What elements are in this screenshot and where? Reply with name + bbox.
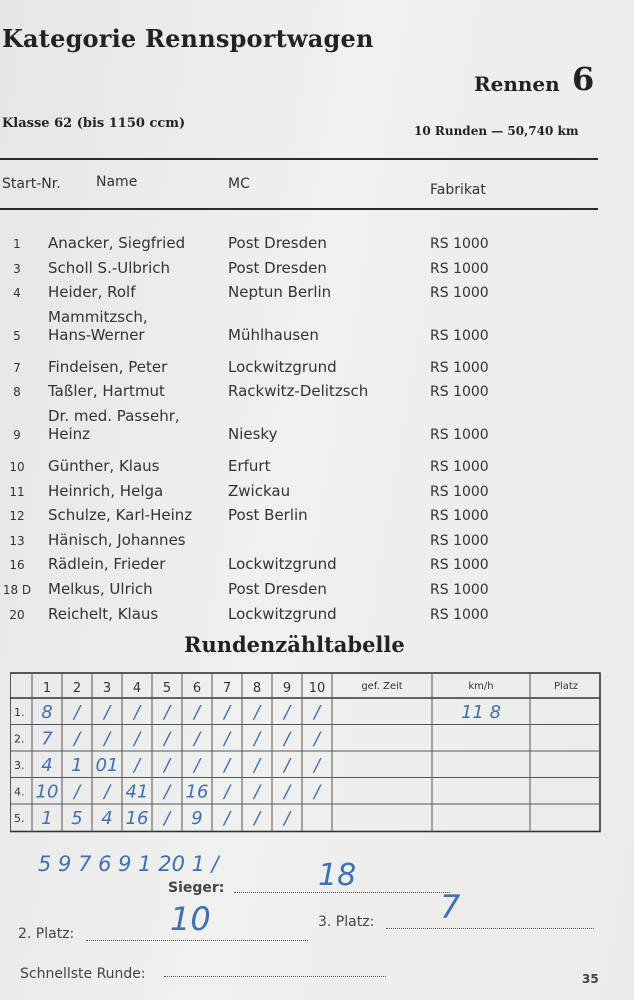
platz2-value: 10 [170,900,211,938]
handwritten-mark: / [163,781,171,803]
entry-row [0,407,600,447]
entry-row [0,482,600,504]
entry-club: Lockwitzgrund [228,604,337,623]
handwritten-mark: / [313,702,321,723]
handwritten-mark: / [253,755,261,776]
entry-name: Mammitzsch, [48,307,148,326]
entry-start-number: 16 [9,558,25,573]
entry-start-number: 1 [13,237,21,251]
handwritten-mark: / [313,755,321,776]
entry-start-number: 10 [9,460,25,474]
entry-start-number: 12 [9,509,25,524]
handwritten-mark: 41 [125,781,149,803]
entry-make: RS 1000 [430,285,489,302]
extra-header: gef. Zeit [361,681,403,692]
handwritten-mark: / [223,808,231,829]
handwritten-mark: / [103,702,111,723]
row-label: 1. [14,706,25,719]
handwritten-mark: 8 [41,702,53,723]
lap-header: 2 [72,681,82,696]
handwritten-mark: / [193,728,201,750]
row-label: 5. [14,812,25,825]
handwritten-mark: 9 [191,808,203,829]
handwritten-mark: / [193,702,201,723]
entry-name: Hans-Werner [48,325,145,344]
entry-name: Rädlein, Frieder [48,555,166,574]
grid-border [10,673,600,832]
lap-header: 1 [42,681,52,696]
handwritten-mark: 4 [41,755,53,776]
entry-club: Post Dresden [228,580,327,598]
lap-header: 3 [102,681,112,696]
lap-header: 4 [132,681,142,696]
handwritten-mark: / [313,781,321,803]
entry-make: RS 1000 [430,236,489,252]
entry-name: Heinrich, Helga [48,481,164,500]
entry-club: Rackwitz-Delitzsch [228,382,369,401]
entry-name: Scholl S.-Ulbrich [48,258,171,277]
entry-start-number: 20 [9,607,25,622]
handwritten-mark: / [103,728,111,750]
lap-header: 10 [308,681,326,696]
handwritten-mark: 4 [101,808,113,829]
lap-table-title: Rundenzähltabelle [184,632,405,657]
entry-make: RS 1000 [430,384,489,401]
entry-make: RS 1000 [430,327,489,344]
extra-header: km/h [468,681,494,692]
race-number: 6 [572,60,595,98]
handwritten-mark: / [73,728,81,750]
entry-name: Melkus, Ulrich [48,580,153,598]
handwritten-mark: / [283,702,291,723]
entry-start-number: 5 [13,328,21,343]
handwritten-mark: / [223,728,231,750]
handwritten-mark: 01 [95,755,119,776]
platz2-label: 2. Platz: [18,926,75,942]
entry-club: Erfurt [228,457,271,475]
entry-club: Post Berlin [228,506,308,525]
entry-club: Post Dresden [228,234,327,252]
lap-count-table [10,672,602,846]
entry-start-number: 11 [9,484,25,499]
entry-start-number: 9 [13,428,21,442]
handwritten-mark: / [73,781,81,803]
entry-club: Zwickau [228,481,291,500]
entry-start-number: 13 [9,533,25,548]
handwritten-mark: / [133,755,141,776]
handwritten-mark: / [283,781,291,803]
schnellste-line [164,976,386,977]
handwritten-mark: / [163,702,171,723]
entry-name: Heinz [48,425,91,443]
entry-start-number: 4 [13,286,21,301]
lap-header: 5 [162,681,172,696]
handwritten-mark: 16 [185,781,209,803]
entry-make: RS 1000 [430,359,489,376]
handwritten-mark: 16 [125,808,149,829]
platz3-line [386,928,594,929]
entry-name: Hänisch, Johannes [48,530,186,549]
handwritten-kmh: 11 8 [460,702,502,723]
handwritten-mark: / [223,781,231,803]
entry-row [0,555,600,577]
handwritten-mark: / [313,728,321,750]
lap-grid [10,672,602,846]
entry-make: RS 1000 [430,582,489,598]
platz3-value: 7 [440,888,461,926]
handwritten-mark: / [253,728,261,750]
row-label: 3. [14,759,25,772]
lap-header: 9 [282,681,292,696]
schnellste-label: Schnellste Runde: [20,966,146,982]
lap-header: 7 [222,681,232,696]
entry-start-number: 3 [13,261,21,276]
class-label: Klasse 62 (bis 1150 ccm) [2,116,186,131]
row-label: 4. [14,785,25,799]
entry-row [0,580,600,602]
laps-distance: 10 Runden — 50,740 km [414,124,579,138]
entry-name: Reichelt, Klaus [48,604,159,623]
col-fabrikat: Fabrikat [430,182,486,198]
entry-start-number: 18 D [2,583,32,597]
lap-header: 6 [192,681,202,696]
extra-header: Platz [553,681,579,692]
entry-make: RS 1000 [430,483,489,500]
entry-row [0,259,600,281]
handwritten-mark: / [283,808,291,829]
entry-club: Niesky [228,425,278,443]
handwritten-mark: / [253,781,261,803]
header-rule-bottom [0,208,598,210]
race-label: Rennen [474,72,560,96]
col-start-nr: Start-Nr. [2,176,61,192]
handwritten-mark: 5 [71,808,83,829]
entry-row [0,234,600,256]
handwritten-notes: 5 9 7 6 9 1 20 1 / [38,852,219,876]
handwritten-mark: / [253,702,261,723]
entry-club: Mühlhausen [228,325,319,344]
entry-make: RS 1000 [430,508,489,525]
handwritten-mark: / [253,808,261,829]
handwritten-mark: 1 [41,808,53,829]
handwritten-mark: / [283,755,291,776]
entry-name: Schulze, Karl-Heinz [48,506,193,525]
entry-name: Findeisen, Peter [48,357,168,376]
row-label: 2. [14,732,25,746]
handwritten-mark: / [163,755,171,776]
col-mc: MC [228,176,250,192]
lap-header: 8 [252,681,262,696]
entry-club: Lockwitzgrund [228,357,337,376]
entry-club: Post Dresden [228,258,327,277]
handwritten-mark: / [283,728,291,750]
entry-start-number: 7 [13,360,21,375]
handwritten-mark: 7 [41,728,53,750]
handwritten-mark: 1 [71,755,83,776]
entry-club: Lockwitzgrund [228,555,337,574]
entry-row [0,531,600,553]
entry-name: Taßler, Hartmut [48,382,165,401]
platz3-label: 3. Platz: [318,914,375,930]
entry-row [0,283,600,305]
handwritten-mark: / [163,808,171,829]
handwritten-mark: / [193,755,201,776]
entry-name: Anacker, Siegfried [48,234,186,252]
handwritten-mark: / [223,755,231,776]
entry-make: RS 1000 [430,427,489,443]
entry-row [0,308,600,348]
handwritten-mark: 10 [35,781,59,803]
entry-make: RS 1000 [430,557,489,574]
entry-row [0,605,600,627]
entry-name: Günther, Klaus [48,457,160,475]
entry-row [0,358,600,380]
entry-start-number: 8 [13,385,21,400]
entry-row [0,382,600,404]
col-name: Name [96,174,138,190]
entry-name: Dr. med. Passehr, [48,407,180,425]
handwritten-mark: / [103,781,111,803]
entry-row [0,457,600,479]
entry-make: RS 1000 [430,459,489,475]
page-number: 35 [582,972,599,986]
platz2-line [86,940,308,941]
entry-make: RS 1000 [430,532,489,549]
sieger-label: Sieger: [168,880,225,896]
entry-make: RS 1000 [430,260,489,277]
handwritten-mark: / [133,728,141,750]
sieger-value: 18 [318,858,357,893]
entry-make: RS 1000 [430,606,489,623]
category-title: Kategorie Rennsportwagen [2,24,374,53]
entry-row [0,506,600,528]
entry-club: Neptun Berlin [228,283,332,302]
header-rule-top [0,158,598,160]
handwritten-mark: / [163,728,171,750]
handwritten-mark: / [73,702,81,723]
handwritten-mark: / [133,702,141,723]
entry-name: Heider, Rolf [48,283,136,302]
handwritten-mark: / [223,702,231,723]
